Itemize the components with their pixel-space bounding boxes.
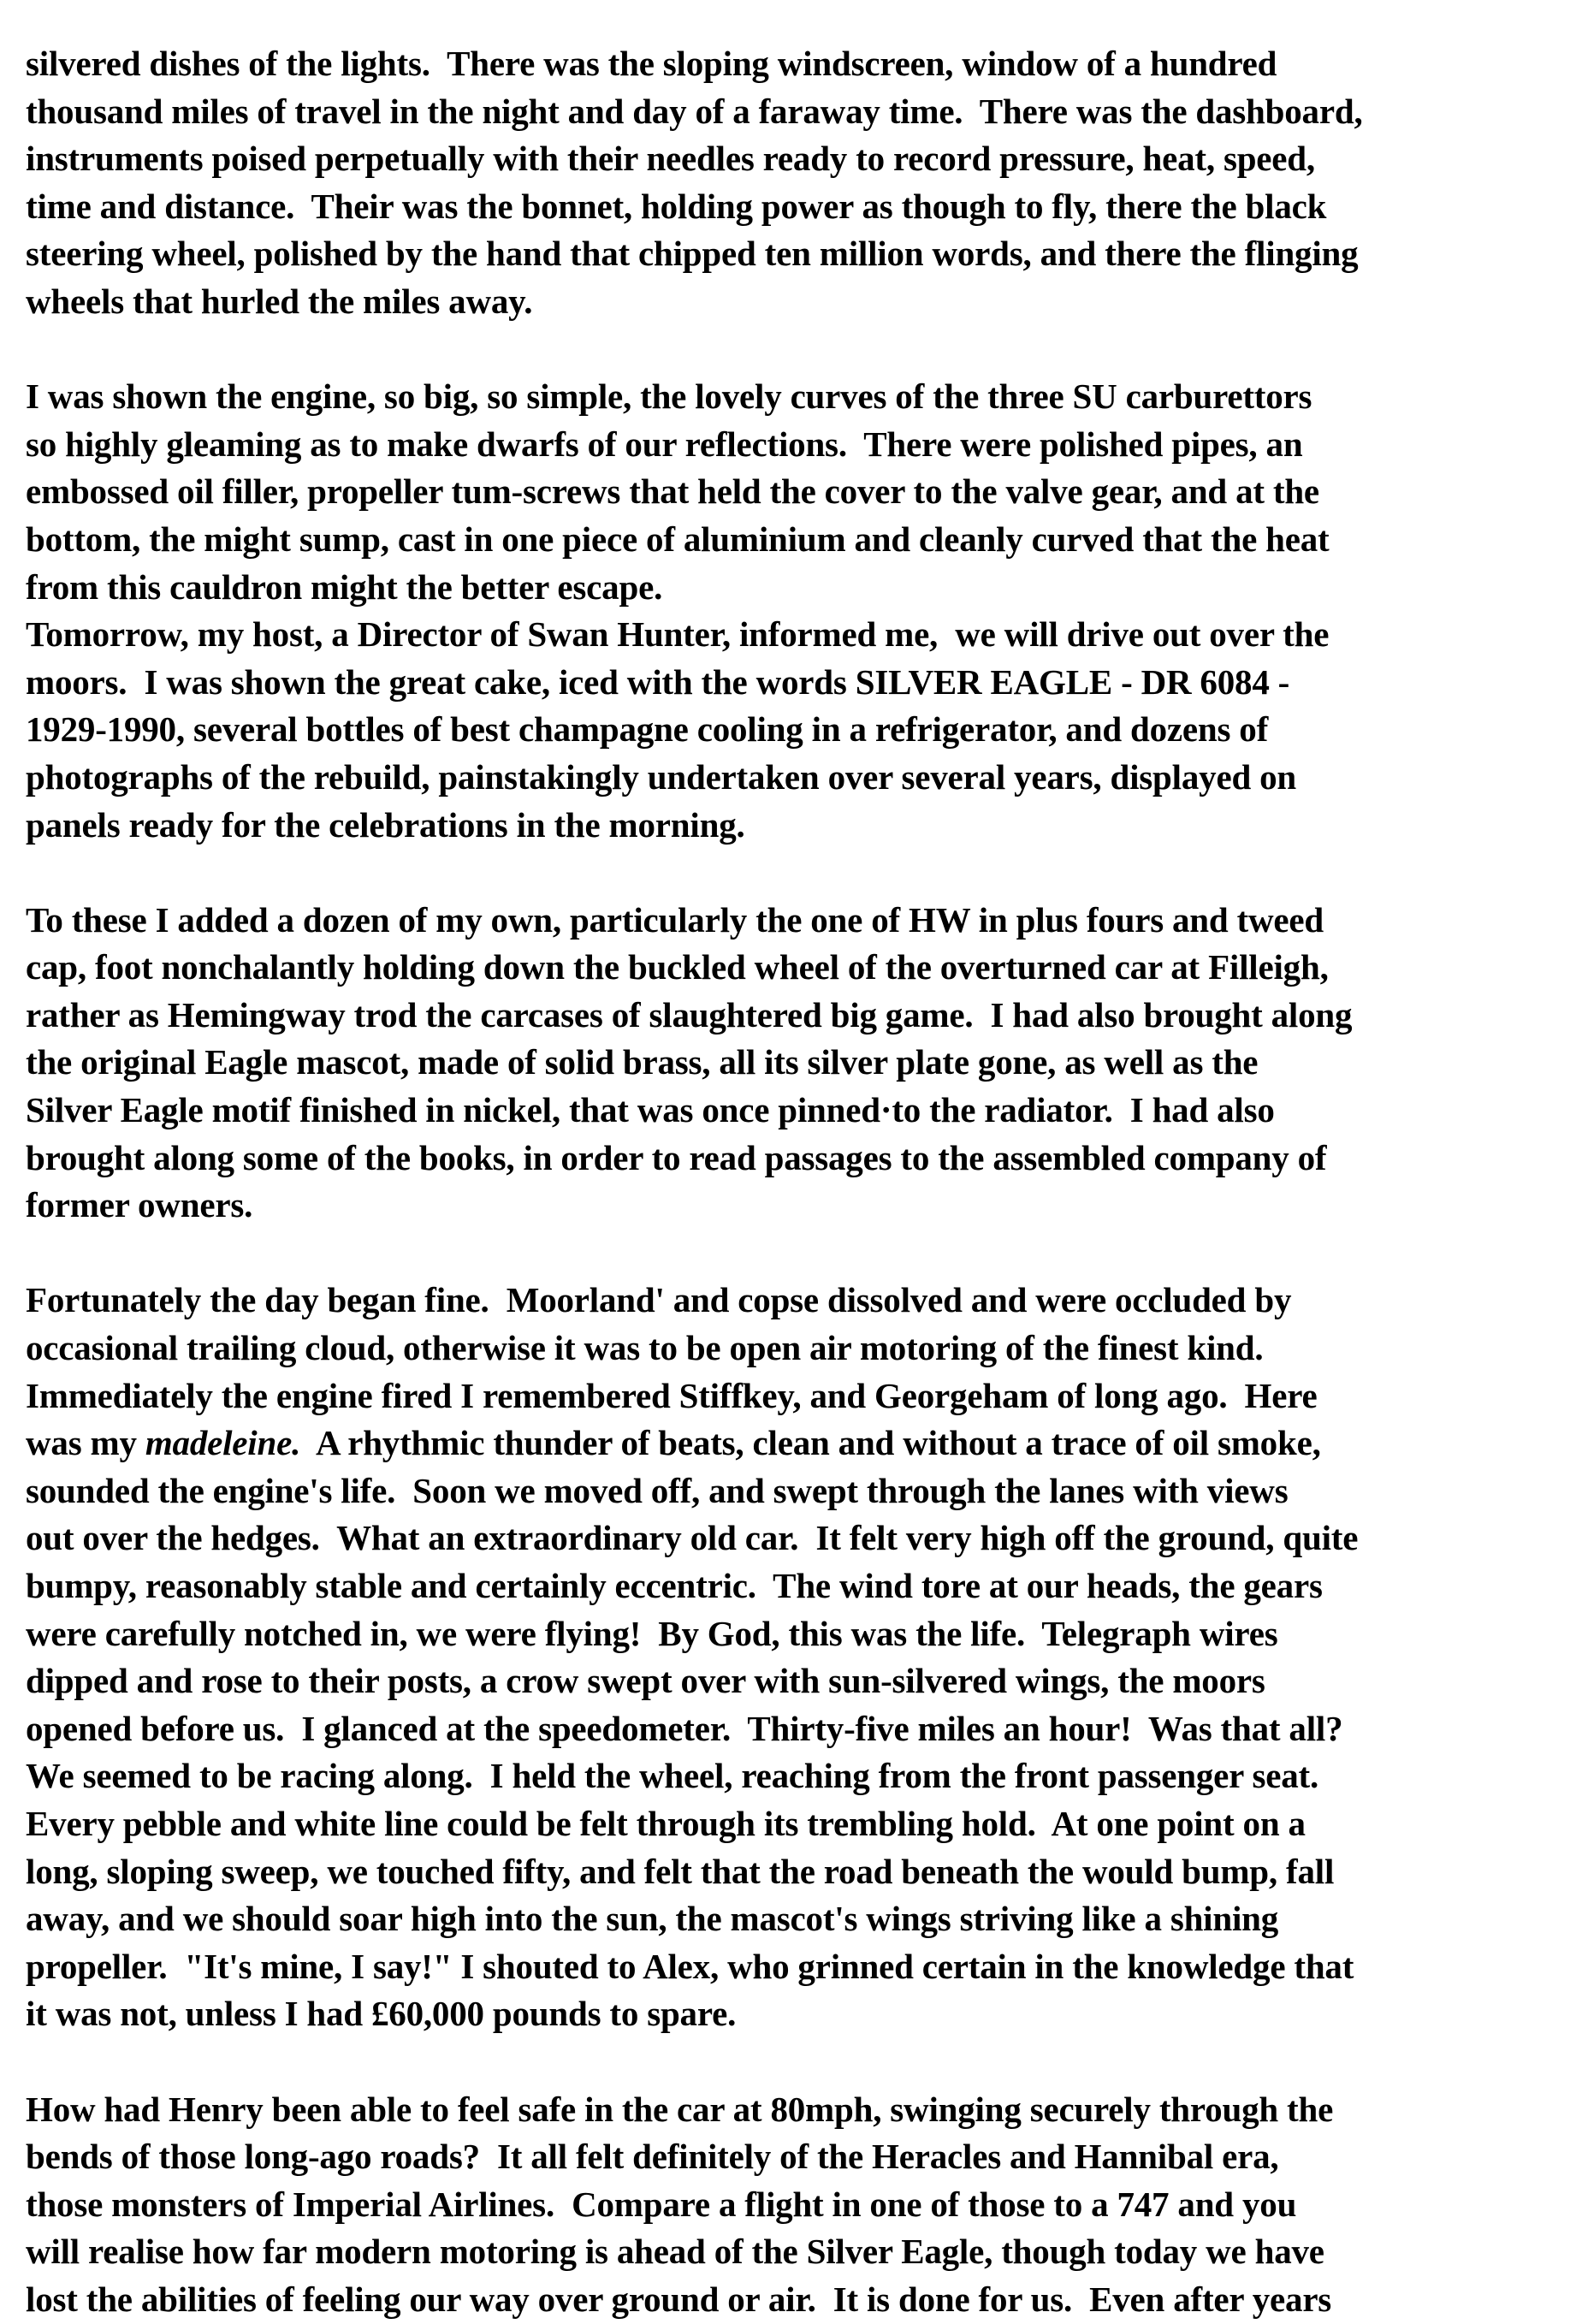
text-line: thousand miles of travel in the night and day of a faraway time. There was the dashboard, — [26, 91, 1363, 131]
paragraph — [26, 373, 1566, 611]
text-line: Immediately the engine fired I remembered Stiffkey, and Georgeham of long ago. Here — [26, 1375, 1318, 1415]
text-line: time and distance. Their was the bonnet, holding power as though to fly, there the black — [26, 186, 1327, 226]
paragraph — [26, 40, 1566, 326]
text-line: those monsters of Imperial Airlines. Compare a flight in one of those to a 747 and you — [26, 2184, 1297, 2224]
text-line-with-italic — [26, 1420, 1566, 1467]
text-line: 1929-1990, several bottles of best champagne cooling in a refrigerator, and dozens of — [26, 709, 1269, 750]
italic-word: madeleine. — [145, 1423, 301, 1463]
text-line: bottom, the might sump, cast in one piece of aluminium and cleanly curved that the heat — [26, 519, 1330, 559]
text-line: Every pebble and white line could be felt through its trembling hold. At one point on a — [26, 1803, 1306, 1843]
text-line: panels ready for the celebrations in the morning. — [26, 804, 745, 845]
text-line: from this cauldron might the better escape. — [26, 566, 663, 607]
text-line: silvered dishes of the lights. There was the sloping windscreen, window of a hundred — [26, 44, 1277, 83]
text-line: rather as Hemingway trod the carcases of slaughtered big game. I had also brought along — [26, 994, 1353, 1035]
text-line: steering wheel, polished by the hand that chipped ten million words, and there the flinging — [26, 234, 1359, 274]
text-line: so highly gleaming as to make dwarfs of our reflections. There were polished pipes, an — [26, 424, 1303, 464]
text-line: cap, foot nonchalantly holding down the buckled wheel of the overturned car at Filleigh, — [26, 947, 1329, 987]
paragraph — [26, 2086, 1566, 2324]
text-line: the original Eagle mascot, made of solid brass, all its silver plate gone, as well as the — [26, 1042, 1259, 1082]
paragraph — [26, 611, 1566, 849]
body-text — [26, 40, 1566, 2324]
text-line: propeller. "It's mine, I say!" I shouted to Alex, who grinned certain in the knowledge that — [26, 1946, 1354, 1986]
text-line: instruments poised perpetually with their needles ready to record pressure, heat, speed, — [26, 139, 1315, 179]
text-line: Fortunately the day began fine. Moorland' and copse dissolved and were occluded by — [26, 1280, 1292, 1320]
text-run: was my — [26, 1423, 145, 1463]
paragraph — [26, 1277, 1566, 2038]
text-line: long, sloping sweep, we touched fifty, and felt that the road beneath the would bump, fall — [26, 1851, 1335, 1891]
text-line: will realise how far modern motoring is ahead of the Silver Eagle, though today we have — [26, 2232, 1324, 2272]
text-line: opened before us. I glanced at the speedometer. Thirty-five miles an hour! Was that all? — [26, 1708, 1343, 1748]
text-line: former owners. — [26, 1185, 253, 1225]
text-line: sounded the engine's life. Soon we moved off, and swept through the lanes with views — [26, 1470, 1289, 1510]
text-line: brought along some of the books, in order to read passages to the assembled company of — [26, 1137, 1327, 1177]
text-line: lost the abilities of feeling our way over ground or air. It is done for us. Even after years — [26, 2279, 1332, 2319]
text-line: Silver Eagle motif finished in nickel, that was once pinned·to the radiator. I had also — [26, 1090, 1275, 1130]
text-line: bumpy, reasonably stable and certainly eccentric. The wind tore at our heads, the gears — [26, 1566, 1323, 1605]
text-line: it was not, unless I had £60,000 pounds to spare. — [26, 1994, 737, 2034]
text-line: were carefully notched in, we were flying! By God, this was the life. Telegraph wires — [26, 1613, 1278, 1653]
text-run: A rhythmic thunder of beats, clean and without a trace of oil smoke, — [300, 1423, 1321, 1463]
text-line: wheels that hurled the miles away. — [26, 281, 533, 321]
text-line: I was shown the engine, so big, so simple, the lovely curves of the three SU carburettors — [26, 376, 1312, 417]
text-line: out over the hedges. What an extraordinary old car. It felt very high off the ground, quite — [26, 1518, 1359, 1558]
text-line: bends of those long-ago roads? It all felt definitely of the Heracles and Hannibal era, — [26, 2137, 1279, 2177]
text-line: away, and we should soar high into the sun, the mascot's wings striving like a shining — [26, 1899, 1279, 1939]
text-line: occasional trailing cloud, otherwise it was to be open air motoring of the finest kind. — [26, 1328, 1264, 1368]
text-line: dipped and rose to their posts, a crow swept over with sun-silvered wings, the moors — [26, 1661, 1265, 1701]
text-line: photographs of the rebuild, painstakingly undertaken over several years, displayed on — [26, 756, 1297, 797]
text-line: moors. I was shown the great cake, iced with the words SILVER EAGLE - DR 6084 - — [26, 661, 1290, 702]
text-line: We seemed to be racing along. I held the wheel, reaching from the front passenger seat. — [26, 1756, 1319, 1796]
paragraph — [26, 897, 1566, 1230]
text-line: embossed oil filler, propeller tum-screws that held the cover to the valve gear, and at the — [26, 471, 1319, 512]
text-line: To these I added a dozen of my own, particularly the one of HW in plus fours and tweed — [26, 899, 1324, 940]
text-line: Tomorrow, my host, a Director of Swan Hunter, informed me, we will drive out over the — [26, 614, 1330, 655]
text-line: How had Henry been able to feel safe in the car at 80mph, swinging securely through the — [26, 2089, 1334, 2129]
